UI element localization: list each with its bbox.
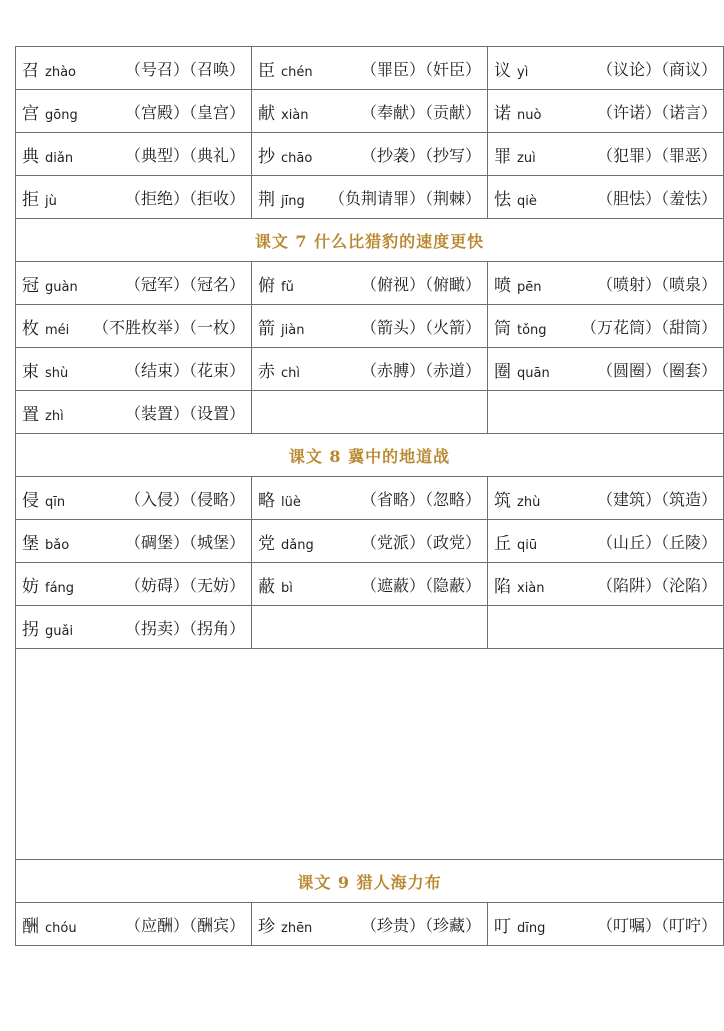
vocab-words: （不胜枚举）（一枚） (92, 317, 245, 337)
vocab-words: （胆怯）（羞怯） (596, 188, 717, 208)
vocab-character: 筑 (494, 490, 511, 511)
blank-row (16, 649, 724, 860)
vocab-pinyin: gōng (45, 107, 78, 123)
vocab-entry (258, 572, 481, 597)
vocab-character: 陷 (494, 576, 511, 597)
vocab-character: 赤 (258, 361, 275, 382)
vocab-character: 枚 (22, 318, 39, 339)
vocab-head (494, 142, 536, 167)
vocab-words: （碉堡）（城堡） (124, 532, 245, 552)
vocab-head (22, 615, 73, 640)
vocab-pinyin: bì (281, 580, 293, 596)
vocab-words: （遮蔽）（隐蔽） (360, 575, 481, 595)
vocab-entry (494, 271, 717, 296)
vocab-character: 酬 (22, 916, 39, 937)
vocab-words: （负荆请罪）（荆棘） (328, 188, 481, 208)
vocab-head (22, 486, 65, 511)
empty-cell (488, 606, 724, 649)
table-row (16, 348, 724, 391)
vocab-entry (258, 142, 481, 167)
vocab-pinyin: zhù (517, 494, 541, 510)
vocab-cell (252, 176, 488, 219)
vocab-pinyin: qīn (45, 494, 66, 510)
vocab-cell (488, 903, 724, 946)
vocab-cell (16, 563, 252, 606)
vocab-words: （俯视）（俯瞰） (360, 274, 481, 294)
vocab-head (494, 56, 528, 81)
vocab-entry (22, 615, 245, 640)
vocab-pinyin: diǎn (45, 150, 74, 166)
vocab-words: （赤膊）（赤道） (360, 360, 481, 380)
vocab-head (258, 357, 300, 382)
vocab-cell (16, 305, 252, 348)
vocab-pinyin: guàn (45, 279, 78, 295)
vocab-entry (22, 314, 245, 339)
vocab-cell (252, 305, 488, 348)
vocab-words: （入侵）（侵略） (124, 489, 245, 509)
vocab-cell (488, 133, 724, 176)
vocab-words: （珍贵）（珍藏） (360, 915, 481, 935)
vocab-words: （万花筒）（甜筒） (580, 317, 717, 337)
vocab-words: （典型）（典礼） (124, 145, 245, 165)
vocab-entry (258, 99, 481, 124)
vocab-head (494, 486, 540, 511)
vocab-entry (258, 529, 481, 554)
vocab-head (494, 529, 537, 554)
vocab-head (22, 314, 69, 339)
vocab-cell (16, 47, 252, 90)
vocab-cell (252, 262, 488, 305)
vocab-cell (16, 133, 252, 176)
table-row (16, 563, 724, 606)
lesson-title: 课文 8 冀中的地道战 (16, 434, 724, 477)
vocab-head (22, 400, 64, 425)
vocab-entry (22, 142, 245, 167)
vocab-character: 议 (494, 60, 511, 81)
vocab-character: 置 (22, 404, 39, 425)
vocab-cell (488, 348, 724, 391)
vocab-head (494, 185, 537, 210)
vocab-entry (22, 357, 245, 382)
vocab-entry (494, 529, 717, 554)
vocab-words: （许诺）（诺言） (596, 102, 717, 122)
vocab-pinyin: guǎi (45, 623, 74, 639)
vocab-cell (252, 903, 488, 946)
vocab-words: （山丘）（丘陵） (596, 532, 717, 552)
vocabulary-table-body (16, 47, 724, 946)
vocab-entry (258, 486, 481, 511)
vocab-pinyin: lüè (281, 494, 301, 510)
vocab-character: 罪 (494, 146, 511, 167)
vocab-head (494, 357, 550, 382)
vocab-head (22, 572, 74, 597)
vocab-character: 典 (22, 146, 39, 167)
vocab-pinyin: jù (45, 193, 57, 209)
vocab-entry (494, 486, 717, 511)
table-row (16, 903, 724, 946)
vocab-pinyin: quān (517, 365, 550, 381)
vocab-character: 略 (258, 490, 275, 511)
vocab-entry (494, 912, 717, 937)
vocab-cell (488, 176, 724, 219)
vocab-character: 侵 (22, 490, 39, 511)
vocab-pinyin: qiū (517, 537, 538, 553)
vocab-character: 圈 (494, 361, 511, 382)
vocab-character: 束 (22, 361, 39, 382)
vocab-entry (22, 271, 245, 296)
vocab-entry (22, 912, 245, 937)
vocab-character: 党 (258, 533, 275, 554)
vocab-pinyin: nuò (517, 107, 542, 123)
vocab-cell (252, 477, 488, 520)
vocab-entry (22, 400, 245, 425)
table-row (16, 520, 724, 563)
vocab-character: 叮 (494, 916, 511, 937)
vocab-words: （建筑）（筑造） (596, 489, 717, 509)
vocab-pinyin: zuì (517, 150, 536, 166)
vocab-character: 诺 (494, 103, 511, 124)
table-row (16, 477, 724, 520)
vocab-pinyin: xiàn (517, 580, 545, 596)
empty-cell (488, 391, 724, 434)
vocab-words: （冠军）（冠名） (124, 274, 245, 294)
vocab-words: （圆圈）（圈套） (596, 360, 717, 380)
empty-cell (252, 606, 488, 649)
vocab-head (22, 271, 78, 296)
vocab-entry (258, 271, 481, 296)
table-row (16, 133, 724, 176)
vocab-character: 宫 (22, 103, 39, 124)
vocab-head (258, 912, 312, 937)
vocab-pinyin: zhēn (281, 920, 313, 936)
vocab-words: （犯罪）（罪恶） (596, 145, 717, 165)
vocab-cell (16, 262, 252, 305)
vocab-cell (488, 90, 724, 133)
vocab-words: （拐卖）（拐角） (124, 618, 245, 638)
table-row (16, 262, 724, 305)
vocab-pinyin: méi (45, 322, 70, 338)
vocab-head (22, 357, 68, 382)
vocab-entry (494, 185, 717, 210)
vocab-pinyin: jiàn (281, 322, 305, 338)
vocab-pinyin: dīng (517, 920, 546, 936)
vocab-head (258, 486, 301, 511)
vocab-cell (16, 520, 252, 563)
vocab-entry (494, 357, 717, 382)
vocab-words: （号召）（召唤） (124, 59, 245, 79)
vocab-cell (488, 47, 724, 90)
vocab-words: （喷射）（喷泉） (596, 274, 717, 294)
vocab-cell (252, 348, 488, 391)
vocab-cell (16, 348, 252, 391)
vocab-head (22, 529, 69, 554)
vocab-character: 妨 (22, 576, 39, 597)
vocab-pinyin: xiàn (281, 107, 309, 123)
vocab-entry (494, 142, 717, 167)
vocab-cell (16, 903, 252, 946)
vocab-cell (16, 606, 252, 649)
vocab-pinyin: chāo (281, 150, 313, 166)
vocab-head (22, 142, 73, 167)
vocab-character: 丘 (494, 533, 511, 554)
vocab-head (494, 99, 541, 124)
vocab-character: 箭 (258, 318, 275, 339)
vocab-character: 抄 (258, 146, 275, 167)
vocab-head (22, 912, 77, 937)
vocab-head (258, 529, 314, 554)
vocab-pinyin: chóu (45, 920, 77, 936)
vocab-pinyin: chì (281, 365, 300, 381)
vocab-words: （抄袭）（抄写） (360, 145, 481, 165)
vocab-head (258, 314, 304, 339)
blank-area (16, 649, 724, 860)
vocab-cell (252, 47, 488, 90)
vocab-cell (488, 262, 724, 305)
vocab-words: （拒绝）（拒收） (124, 188, 245, 208)
vocab-cell (252, 133, 488, 176)
vocab-pinyin: fáng (45, 580, 75, 596)
vocab-words: （党派）（政党） (360, 532, 481, 552)
vocab-pinyin: jīng (281, 193, 305, 209)
vocab-head (258, 56, 313, 81)
vocab-pinyin: tǒng (517, 322, 547, 338)
vocab-entry (494, 572, 717, 597)
lesson-title-row (16, 219, 724, 262)
vocab-entry (22, 486, 245, 511)
vocab-head (494, 572, 545, 597)
vocab-head (258, 572, 293, 597)
vocabulary-table (15, 46, 724, 946)
vocab-entry (494, 56, 717, 81)
vocab-entry (258, 56, 481, 81)
vocab-entry (258, 185, 481, 210)
vocab-head (258, 185, 305, 210)
vocab-words: （结束）（花束） (124, 360, 245, 380)
vocab-head (494, 271, 542, 296)
vocab-pinyin: shù (45, 365, 69, 381)
vocab-character: 拒 (22, 189, 39, 210)
vocab-entry (22, 529, 245, 554)
vocab-character: 臣 (258, 60, 275, 81)
vocab-pinyin: pēn (517, 279, 542, 295)
vocab-pinyin: yì (517, 64, 529, 80)
vocab-entry (258, 357, 481, 382)
vocab-words: （装置）（设置） (124, 403, 245, 423)
vocab-character: 珍 (258, 916, 275, 937)
vocab-words: （议论）（商议） (596, 59, 717, 79)
vocab-pinyin: zhào (45, 64, 76, 80)
vocab-entry (22, 99, 245, 124)
vocab-character: 俯 (258, 275, 275, 296)
vocab-entry (22, 56, 245, 81)
vocab-words: （妨碍）（无妨） (124, 575, 245, 595)
table-row (16, 47, 724, 90)
vocab-character: 喷 (494, 275, 511, 296)
vocab-entry (494, 99, 717, 124)
vocab-words: （罪臣）（奸臣） (360, 59, 481, 79)
vocab-head (258, 271, 294, 296)
vocab-character: 堡 (22, 533, 39, 554)
vocab-cell (488, 563, 724, 606)
vocab-character: 拐 (22, 619, 39, 640)
lesson-title: 课文 9 猎人海力布 (16, 860, 724, 903)
vocab-pinyin: qiè (517, 193, 537, 209)
vocab-character: 筒 (494, 318, 511, 339)
lesson-title-row (16, 434, 724, 477)
vocab-words: （省略）（忽略） (360, 489, 481, 509)
vocab-entry (494, 314, 717, 339)
vocab-words: （陷阱）（沦陷） (596, 575, 717, 595)
vocab-head (258, 99, 309, 124)
vocab-entry (258, 314, 481, 339)
vocab-head (22, 185, 57, 210)
vocab-cell (16, 176, 252, 219)
vocab-pinyin: bǎo (45, 537, 70, 553)
lesson-title: 课文 7 什么比猎豹的速度更快 (16, 219, 724, 262)
vocab-head (494, 314, 547, 339)
vocab-pinyin: chén (281, 64, 313, 80)
vocab-entry (258, 912, 481, 937)
vocab-words: （应酬）（酬宾） (124, 915, 245, 935)
table-row (16, 176, 724, 219)
vocab-words: （奉献）（贡献） (360, 102, 481, 122)
vocab-cell (252, 520, 488, 563)
vocab-entry (22, 185, 245, 210)
vocab-words: （叮嘱）（叮咛） (596, 915, 717, 935)
table-row (16, 606, 724, 649)
vocab-head (22, 56, 76, 81)
vocab-cell (488, 305, 724, 348)
vocab-character: 献 (258, 103, 275, 124)
vocab-head (494, 912, 545, 937)
vocab-pinyin: fǔ (281, 279, 294, 295)
vocab-cell (488, 520, 724, 563)
vocab-cell (16, 391, 252, 434)
vocab-character: 蔽 (258, 576, 275, 597)
vocab-character: 荆 (258, 189, 275, 210)
vocab-head (258, 142, 312, 167)
vocab-cell (16, 90, 252, 133)
vocab-pinyin: dǎng (281, 537, 314, 553)
vocab-cell (16, 477, 252, 520)
empty-cell (252, 391, 488, 434)
vocab-cell (252, 563, 488, 606)
vocabulary-sheet (15, 46, 717, 946)
vocab-character: 召 (22, 60, 39, 81)
vocab-pinyin: zhì (45, 408, 64, 424)
vocab-cell (488, 477, 724, 520)
lesson-title-row (16, 860, 724, 903)
vocab-words: （宫殿）（皇宫） (124, 102, 245, 122)
vocab-character: 怯 (494, 189, 511, 210)
vocab-words: （箭头）（火箭） (360, 317, 481, 337)
vocab-cell (252, 90, 488, 133)
vocab-head (22, 99, 78, 124)
vocab-character: 冠 (22, 275, 39, 296)
vocab-entry (22, 572, 245, 597)
table-row (16, 391, 724, 434)
table-row (16, 90, 724, 133)
table-row (16, 305, 724, 348)
